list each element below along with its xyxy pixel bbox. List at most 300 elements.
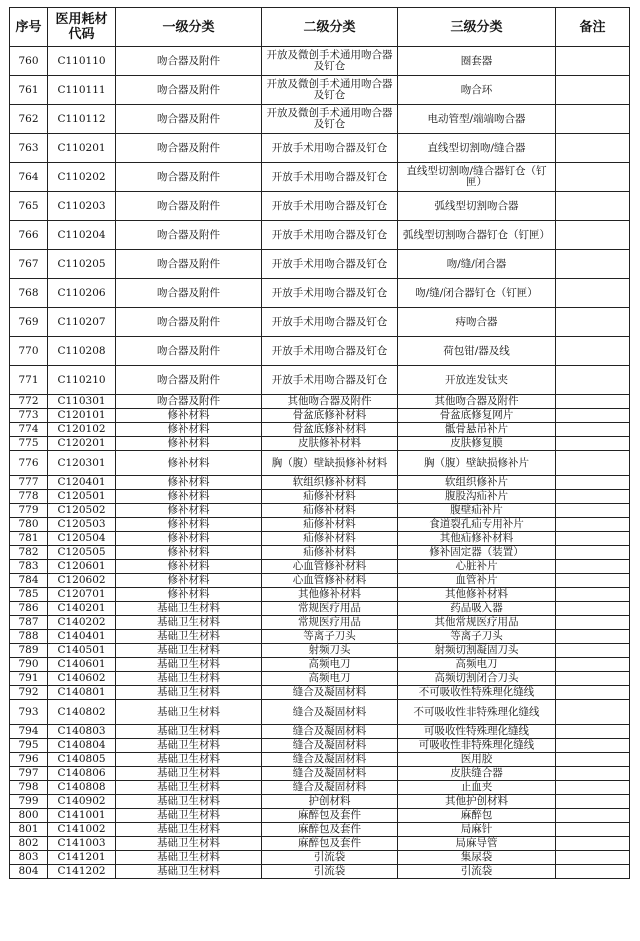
cell-level1-category: 基础卫生材料 [116, 700, 262, 725]
cell-consumable-code: C120502 [48, 504, 116, 518]
cell-level3-category: 弧线型切割吻合器钉仓（钉匣） [398, 221, 556, 250]
cell-level3-category: 其他疝修补材料 [398, 532, 556, 546]
cell-consumable-code: C140501 [48, 644, 116, 658]
cell-consumable-code: C140805 [48, 753, 116, 767]
cell-level2-category: 疝修补材料 [262, 518, 398, 532]
table-row [10, 337, 630, 366]
cell-level3-category: 其他吻合器及附件 [398, 395, 556, 409]
cell-serial-no: 775 [10, 437, 48, 451]
cell-level2-category: 疝修补材料 [262, 546, 398, 560]
cell-level3-category: 皮肤缝合器 [398, 767, 556, 781]
cell-level1-category: 修补材料 [116, 451, 262, 476]
cell-consumable-code: C140802 [48, 700, 116, 725]
cell-level2-category: 开放及微创手术通用吻合器及钉仓 [262, 76, 398, 105]
cell-serial-no: 762 [10, 105, 48, 134]
cell-consumable-code: C141003 [48, 837, 116, 851]
cell-level3-category: 不可吸收性特殊理化缝线 [398, 686, 556, 700]
cell-serial-no: 791 [10, 672, 48, 686]
cell-level3-category: 软组织修补片 [398, 476, 556, 490]
cell-remarks [556, 574, 630, 588]
cell-level1-category: 修补材料 [116, 532, 262, 546]
cell-level3-category: 骨盆底修复网片 [398, 409, 556, 423]
cell-level1-category: 基础卫生材料 [116, 753, 262, 767]
cell-level1-category: 基础卫生材料 [116, 672, 262, 686]
cell-remarks [556, 851, 630, 865]
cell-remarks [556, 753, 630, 767]
cell-consumable-code: C140401 [48, 630, 116, 644]
table-row [10, 423, 630, 437]
cell-level1-category: 吻合器及附件 [116, 105, 262, 134]
cell-level3-category: 药品吸入器 [398, 602, 556, 616]
cell-level1-category: 基础卫生材料 [116, 823, 262, 837]
table-row [10, 409, 630, 423]
cell-serial-no: 769 [10, 308, 48, 337]
cell-remarks [556, 490, 630, 504]
cell-level3-category: 吻/缝/闭合器钉仓（钉匣） [398, 279, 556, 308]
cell-consumable-code: C110112 [48, 105, 116, 134]
table-row [10, 865, 630, 879]
cell-level2-category: 心血管修补材料 [262, 574, 398, 588]
cell-remarks [556, 532, 630, 546]
cell-level2-category: 引流袋 [262, 865, 398, 879]
table-row [10, 823, 630, 837]
cell-remarks [556, 767, 630, 781]
cell-remarks [556, 739, 630, 753]
cell-consumable-code: C140601 [48, 658, 116, 672]
cell-serial-no: 797 [10, 767, 48, 781]
cell-serial-no: 776 [10, 451, 48, 476]
table-row [10, 437, 630, 451]
cell-level2-category: 其他吻合器及附件 [262, 395, 398, 409]
cell-remarks [556, 76, 630, 105]
table-row [10, 795, 630, 809]
cell-level3-category: 心脏补片 [398, 560, 556, 574]
cell-serial-no: 777 [10, 476, 48, 490]
cell-consumable-code: C141202 [48, 865, 116, 879]
cell-remarks [556, 437, 630, 451]
cell-level3-category: 其他常规医疗用品 [398, 616, 556, 630]
cell-remarks [556, 250, 630, 279]
cell-level2-category: 开放手术用吻合器及钉仓 [262, 250, 398, 279]
cell-consumable-code: C120503 [48, 518, 116, 532]
cell-consumable-code: C120401 [48, 476, 116, 490]
cell-level1-category: 吻合器及附件 [116, 279, 262, 308]
cell-level1-category: 修补材料 [116, 476, 262, 490]
cell-serial-no: 774 [10, 423, 48, 437]
cell-serial-no: 763 [10, 134, 48, 163]
cell-serial-no: 773 [10, 409, 48, 423]
cell-level2-category: 护创材料 [262, 795, 398, 809]
cell-remarks [556, 700, 630, 725]
cell-level3-category: 吻合环 [398, 76, 556, 105]
cell-consumable-code: C110301 [48, 395, 116, 409]
cell-serial-no: 799 [10, 795, 48, 809]
table-row [10, 308, 630, 337]
table-row [10, 753, 630, 767]
cell-level1-category: 基础卫生材料 [116, 851, 262, 865]
cell-level2-category: 高频电刀 [262, 672, 398, 686]
catalog-table-wrapper [9, 7, 630, 879]
cell-level3-category: 吻/缝/闭合器 [398, 250, 556, 279]
cell-consumable-code: C141201 [48, 851, 116, 865]
cell-remarks [556, 560, 630, 574]
cell-level1-category: 修补材料 [116, 588, 262, 602]
cell-serial-no: 779 [10, 504, 48, 518]
cell-remarks [556, 308, 630, 337]
cell-consumable-code: C120602 [48, 574, 116, 588]
cell-level3-category: 圈套器 [398, 47, 556, 76]
table-row [10, 532, 630, 546]
cell-remarks [556, 686, 630, 700]
table-row [10, 105, 630, 134]
cell-consumable-code: C140804 [48, 739, 116, 753]
cell-remarks [556, 134, 630, 163]
table-row [10, 602, 630, 616]
cell-serial-no: 783 [10, 560, 48, 574]
table-row [10, 560, 630, 574]
cell-level3-category: 可吸收性非特殊理化缝线 [398, 739, 556, 753]
cell-consumable-code: C120701 [48, 588, 116, 602]
cell-remarks [556, 192, 630, 221]
cell-level3-category: 局麻导管 [398, 837, 556, 851]
cell-level2-category: 开放手术用吻合器及钉仓 [262, 337, 398, 366]
cell-level1-category: 基础卫生材料 [116, 767, 262, 781]
table-row [10, 504, 630, 518]
cell-level3-category: 血管补片 [398, 574, 556, 588]
header-serial-no: 序号 [10, 8, 48, 47]
cell-serial-no: 761 [10, 76, 48, 105]
cell-level3-category: 皮肤修复膜 [398, 437, 556, 451]
cell-consumable-code: C120601 [48, 560, 116, 574]
cell-serial-no: 770 [10, 337, 48, 366]
cell-level1-category: 修补材料 [116, 560, 262, 574]
cell-serial-no: 804 [10, 865, 48, 879]
cell-level3-category: 骶骨悬吊补片 [398, 423, 556, 437]
cell-level3-category: 高频切割闭合刀头 [398, 672, 556, 686]
cell-serial-no: 778 [10, 490, 48, 504]
cell-serial-no: 772 [10, 395, 48, 409]
cell-level3-category: 引流袋 [398, 865, 556, 879]
table-row [10, 47, 630, 76]
table-row [10, 518, 630, 532]
cell-serial-no: 792 [10, 686, 48, 700]
cell-serial-no: 764 [10, 163, 48, 192]
cell-serial-no: 768 [10, 279, 48, 308]
cell-level1-category: 修补材料 [116, 546, 262, 560]
cell-serial-no: 790 [10, 658, 48, 672]
cell-level1-category: 吻合器及附件 [116, 308, 262, 337]
cell-consumable-code: C120201 [48, 437, 116, 451]
table-row [10, 616, 630, 630]
table-row [10, 630, 630, 644]
cell-remarks [556, 337, 630, 366]
cell-remarks [556, 47, 630, 76]
cell-remarks [556, 865, 630, 879]
cell-remarks [556, 809, 630, 823]
cell-level2-category: 疝修补材料 [262, 490, 398, 504]
table-row [10, 476, 630, 490]
cell-level2-category: 缝合及凝固材料 [262, 700, 398, 725]
cell-remarks [556, 588, 630, 602]
table-row [10, 700, 630, 725]
cell-level3-category: 开放连发钛夹 [398, 366, 556, 395]
cell-serial-no: 771 [10, 366, 48, 395]
cell-level2-category: 高频电刀 [262, 658, 398, 672]
cell-level2-category: 缝合及凝固材料 [262, 739, 398, 753]
cell-level3-category: 直线型切割吻/缝合器钉仓（钉匣） [398, 163, 556, 192]
cell-consumable-code: C110210 [48, 366, 116, 395]
table-row [10, 658, 630, 672]
cell-remarks [556, 644, 630, 658]
cell-level3-category: 射频切割凝固刀头 [398, 644, 556, 658]
cell-consumable-code: C140803 [48, 725, 116, 739]
cell-consumable-code: C140201 [48, 602, 116, 616]
table-body [10, 47, 630, 879]
table-row [10, 781, 630, 795]
cell-consumable-code: C120505 [48, 546, 116, 560]
cell-remarks [556, 795, 630, 809]
cell-remarks [556, 602, 630, 616]
cell-serial-no: 803 [10, 851, 48, 865]
cell-level2-category: 开放手术用吻合器及钉仓 [262, 163, 398, 192]
table-header-row [10, 8, 630, 47]
cell-serial-no: 801 [10, 823, 48, 837]
header-remarks: 备注 [556, 8, 630, 47]
cell-level3-category: 痔吻合器 [398, 308, 556, 337]
cell-level3-category: 腹壁疝补片 [398, 504, 556, 518]
cell-level1-category: 基础卫生材料 [116, 725, 262, 739]
cell-level3-category: 直线型切割吻/缝合器 [398, 134, 556, 163]
cell-level2-category: 麻醉包及套件 [262, 837, 398, 851]
cell-level1-category: 基础卫生材料 [116, 644, 262, 658]
cell-level2-category: 疝修补材料 [262, 504, 398, 518]
cell-consumable-code: C120504 [48, 532, 116, 546]
cell-serial-no: 760 [10, 47, 48, 76]
header-level2-category: 二级分类 [262, 8, 398, 47]
cell-level2-category: 开放手术用吻合器及钉仓 [262, 308, 398, 337]
header-level1-category: 一级分类 [116, 8, 262, 47]
cell-consumable-code: C140801 [48, 686, 116, 700]
cell-consumable-code: C110111 [48, 76, 116, 105]
cell-serial-no: 786 [10, 602, 48, 616]
cell-remarks [556, 518, 630, 532]
cell-level1-category: 修补材料 [116, 409, 262, 423]
cell-serial-no: 789 [10, 644, 48, 658]
cell-consumable-code: C110205 [48, 250, 116, 279]
cell-level1-category: 吻合器及附件 [116, 76, 262, 105]
cell-remarks [556, 672, 630, 686]
cell-level3-category: 电动管型/端端吻合器 [398, 105, 556, 134]
cell-consumable-code: C141002 [48, 823, 116, 837]
cell-remarks [556, 823, 630, 837]
table-row [10, 809, 630, 823]
cell-level3-category: 其他修补材料 [398, 588, 556, 602]
cell-level2-category: 其他修补材料 [262, 588, 398, 602]
cell-level1-category: 修补材料 [116, 490, 262, 504]
table-row [10, 851, 630, 865]
cell-level1-category: 基础卫生材料 [116, 795, 262, 809]
cell-consumable-code: C110203 [48, 192, 116, 221]
cell-remarks [556, 105, 630, 134]
cell-remarks [556, 395, 630, 409]
cell-consumable-code: C140902 [48, 795, 116, 809]
cell-serial-no: 794 [10, 725, 48, 739]
cell-level2-category: 皮肤修补材料 [262, 437, 398, 451]
cell-level1-category: 基础卫生材料 [116, 686, 262, 700]
cell-level3-category: 不可吸收性非特殊理化缝线 [398, 700, 556, 725]
cell-level3-category: 食道裂孔疝专用补片 [398, 518, 556, 532]
cell-level2-category: 开放手术用吻合器及钉仓 [262, 221, 398, 250]
cell-level2-category: 麻醉包及套件 [262, 823, 398, 837]
cell-serial-no: 784 [10, 574, 48, 588]
cell-consumable-code: C140602 [48, 672, 116, 686]
cell-level3-category: 可吸收性特殊理化缝线 [398, 725, 556, 739]
cell-level1-category: 吻合器及附件 [116, 337, 262, 366]
cell-level2-category: 缝合及凝固材料 [262, 781, 398, 795]
header-level3-category: 三级分类 [398, 8, 556, 47]
cell-level2-category: 疝修补材料 [262, 532, 398, 546]
table-row [10, 395, 630, 409]
cell-level1-category: 基础卫生材料 [116, 837, 262, 851]
cell-level3-category: 集尿袋 [398, 851, 556, 865]
cell-level2-category: 开放手术用吻合器及钉仓 [262, 279, 398, 308]
table-row [10, 546, 630, 560]
cell-consumable-code: C140202 [48, 616, 116, 630]
cell-level2-category: 骨盆底修补材料 [262, 409, 398, 423]
cell-serial-no: 765 [10, 192, 48, 221]
cell-consumable-code: C110208 [48, 337, 116, 366]
cell-level2-category: 常规医疗用品 [262, 602, 398, 616]
cell-level3-category: 麻醉包 [398, 809, 556, 823]
cell-remarks [556, 409, 630, 423]
cell-consumable-code: C120501 [48, 490, 116, 504]
cell-level1-category: 修补材料 [116, 574, 262, 588]
cell-consumable-code: C141001 [48, 809, 116, 823]
cell-remarks [556, 658, 630, 672]
cell-level2-category: 开放手术用吻合器及钉仓 [262, 366, 398, 395]
cell-serial-no: 796 [10, 753, 48, 767]
cell-serial-no: 782 [10, 546, 48, 560]
table-row [10, 767, 630, 781]
cell-remarks [556, 451, 630, 476]
cell-serial-no: 798 [10, 781, 48, 795]
cell-level2-category: 等离子刀头 [262, 630, 398, 644]
cell-level2-category: 缝合及凝固材料 [262, 767, 398, 781]
cell-remarks [556, 504, 630, 518]
cell-level2-category: 缝合及凝固材料 [262, 753, 398, 767]
cell-level2-category: 开放手术用吻合器及钉仓 [262, 192, 398, 221]
cell-level2-category: 开放手术用吻合器及钉仓 [262, 134, 398, 163]
cell-level1-category: 吻合器及附件 [116, 163, 262, 192]
cell-level1-category: 吻合器及附件 [116, 134, 262, 163]
cell-consumable-code: C110207 [48, 308, 116, 337]
cell-level3-category: 高频电刀 [398, 658, 556, 672]
table-row [10, 221, 630, 250]
cell-serial-no: 781 [10, 532, 48, 546]
cell-serial-no: 785 [10, 588, 48, 602]
cell-remarks [556, 837, 630, 851]
cell-level3-category: 止血夹 [398, 781, 556, 795]
cell-level1-category: 基础卫生材料 [116, 616, 262, 630]
table-row [10, 672, 630, 686]
table-row [10, 739, 630, 753]
cell-serial-no: 767 [10, 250, 48, 279]
table-row [10, 837, 630, 851]
cell-level1-category: 基础卫生材料 [116, 809, 262, 823]
cell-level1-category: 修补材料 [116, 518, 262, 532]
cell-level1-category: 基础卫生材料 [116, 658, 262, 672]
cell-level1-category: 基础卫生材料 [116, 865, 262, 879]
cell-serial-no: 802 [10, 837, 48, 851]
cell-consumable-code: C120101 [48, 409, 116, 423]
table-row [10, 250, 630, 279]
cell-level2-category: 心血管修补材料 [262, 560, 398, 574]
table-row [10, 686, 630, 700]
cell-remarks [556, 366, 630, 395]
cell-remarks [556, 725, 630, 739]
table-row [10, 366, 630, 395]
cell-level2-category: 射频刀头 [262, 644, 398, 658]
cell-level3-category: 医用胶 [398, 753, 556, 767]
table-row [10, 725, 630, 739]
cell-level2-category: 开放及微创手术通用吻合器及钉仓 [262, 47, 398, 76]
cell-consumable-code: C110202 [48, 163, 116, 192]
cell-level1-category: 吻合器及附件 [116, 221, 262, 250]
cell-serial-no: 793 [10, 700, 48, 725]
cell-remarks [556, 616, 630, 630]
cell-remarks [556, 279, 630, 308]
cell-consumable-code: C110201 [48, 134, 116, 163]
cell-serial-no: 766 [10, 221, 48, 250]
table-row [10, 163, 630, 192]
cell-serial-no: 800 [10, 809, 48, 823]
cell-level3-category: 局麻针 [398, 823, 556, 837]
cell-level1-category: 吻合器及附件 [116, 47, 262, 76]
cell-consumable-code: C110110 [48, 47, 116, 76]
cell-level3-category: 荷包钳/器及线 [398, 337, 556, 366]
cell-level2-category: 缝合及凝固材料 [262, 686, 398, 700]
cell-remarks [556, 423, 630, 437]
cell-level2-category: 缝合及凝固材料 [262, 725, 398, 739]
cell-level1-category: 修补材料 [116, 504, 262, 518]
cell-level2-category: 常规医疗用品 [262, 616, 398, 630]
cell-level1-category: 基础卫生材料 [116, 602, 262, 616]
cell-remarks [556, 781, 630, 795]
table-row [10, 644, 630, 658]
cell-level3-category: 弧线型切割吻合器 [398, 192, 556, 221]
consumables-table [9, 7, 630, 879]
cell-level1-category: 修补材料 [116, 437, 262, 451]
cell-level2-category: 胸（腹）壁缺损修补材料 [262, 451, 398, 476]
cell-level2-category: 软组织修补材料 [262, 476, 398, 490]
cell-level1-category: 基础卫生材料 [116, 630, 262, 644]
cell-level1-category: 吻合器及附件 [116, 192, 262, 221]
cell-consumable-code: C110204 [48, 221, 116, 250]
cell-remarks [556, 163, 630, 192]
table-row [10, 490, 630, 504]
cell-remarks [556, 221, 630, 250]
cell-level3-category: 胸（腹）壁缺损修补片 [398, 451, 556, 476]
cell-remarks [556, 476, 630, 490]
cell-remarks [556, 546, 630, 560]
cell-level3-category: 其他护创材料 [398, 795, 556, 809]
table-row [10, 588, 630, 602]
cell-level3-category: 修补固定器（装置） [398, 546, 556, 560]
cell-level2-category: 开放及微创手术通用吻合器及钉仓 [262, 105, 398, 134]
header-consumable-code: 医用耗材代码 [48, 8, 116, 47]
table-row [10, 76, 630, 105]
cell-level1-category: 修补材料 [116, 423, 262, 437]
